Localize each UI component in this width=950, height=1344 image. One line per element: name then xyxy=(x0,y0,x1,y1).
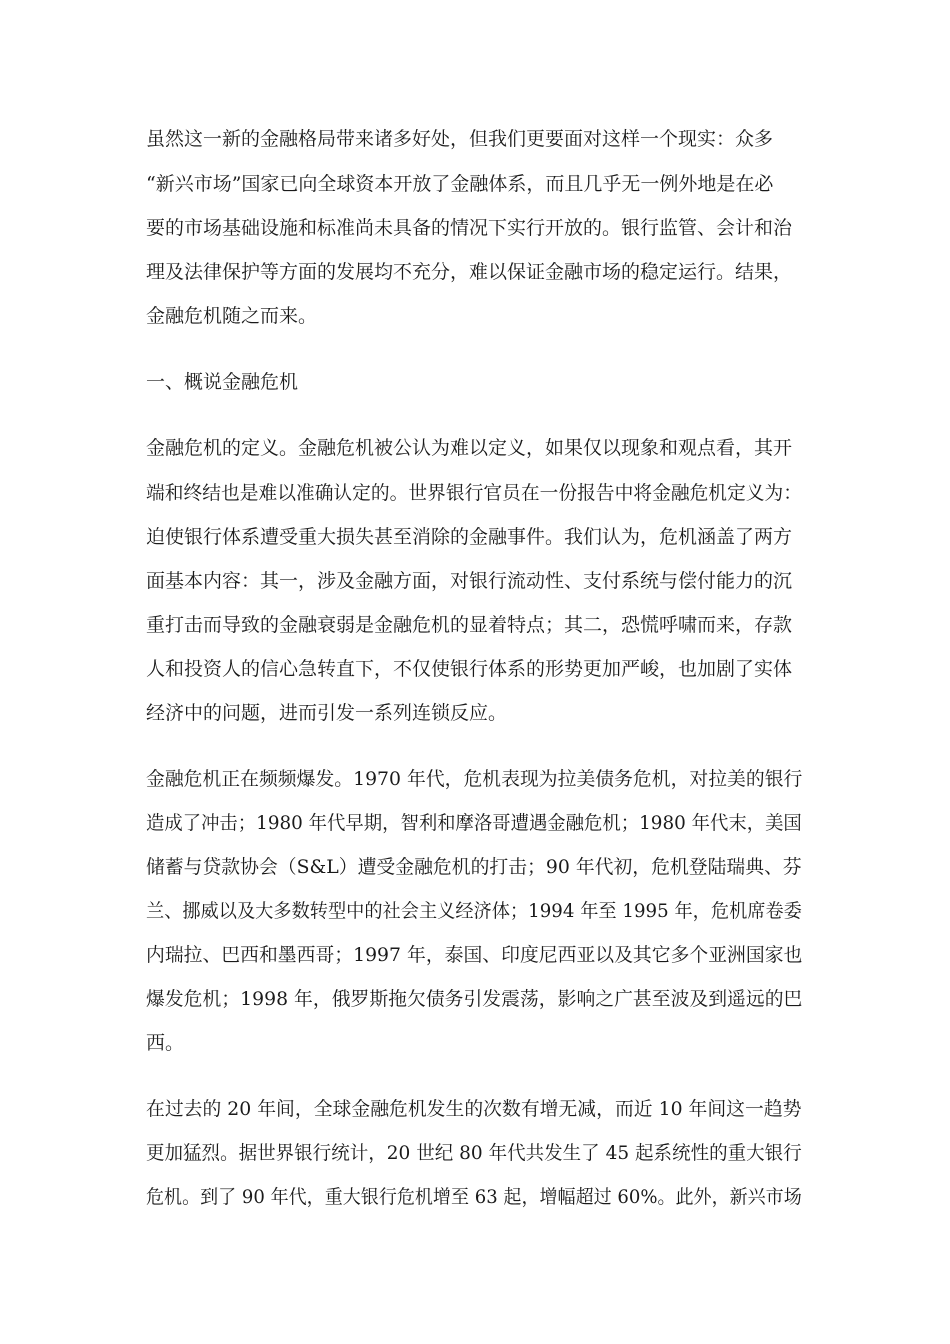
paragraph-definition-line: 金融危机的定义。金融危机被公认为难以定义，如果仅以现象和观点看，其开 xyxy=(146,437,793,459)
paragraph-frequency-line: 西。 xyxy=(146,1032,185,1054)
paragraph-definition-line: 经济中的问题，进而引发一系列连锁反应。 xyxy=(146,702,508,724)
paragraph-frequency-line: 内瑞拉、巴西和墨西哥；1997 年，泰国、印度尼西亚以及其它多个亚洲国家也 xyxy=(146,944,803,966)
paragraph-definition-line: 迫使银行体系遭受重大损失甚至消除的金融事件。我们认为，危机涵盖了两方 xyxy=(146,526,793,548)
paragraph-definition-line: 重打击而导致的金融衰弱是金融危机的显着特点；其二，恐慌呼啸而来，存款 xyxy=(146,614,793,636)
paragraph-intro-line: “新兴市场”国家已向全球资本开放了金融体系，而且几乎无一例外地是在必 xyxy=(146,173,774,195)
paragraph-frequency-line: 兰、挪威以及大多数转型中的社会主义经济体；1994 年至 1995 年，危机席卷委 xyxy=(146,900,802,922)
paragraph-statistics-line: 在过去的 20 年间，全球金融危机发生的次数有增无减，而近 10 年间这一趋势 xyxy=(146,1098,802,1120)
paragraph-definition-line: 面基本内容：其一，涉及金融方面，对银行流动性、支付系统与偿付能力的沉 xyxy=(146,570,793,592)
paragraph-frequency-line: 造成了冲击；1980 年代早期，智利和摩洛哥遭遇金融危机；1980 年代末，美国 xyxy=(146,812,802,834)
paragraph-definition-line: 人和投资人的信心急转直下，不仅使银行体系的形势更加严峻，也加剧了实体 xyxy=(146,658,793,680)
section-heading: 一、概说金融危机 xyxy=(146,371,299,393)
paragraph-intro-line: 要的市场基础设施和标准尚未具备的情况下实行开放的。银行监管、会计和治 xyxy=(146,217,793,239)
paragraph-intro-line: 虽然这一新的金融格局带来诸多好处，但我们更要面对这样一个现实：众多 xyxy=(146,128,774,150)
paragraph-intro-line: 金融危机随之而来。 xyxy=(146,305,318,327)
paragraph-statistics-line: 更加猛烈。据世界银行统计，20 世纪 80 年代共发生了 45 起系统性的重大银行 xyxy=(146,1142,802,1164)
paragraph-definition-line: 端和终结也是难以准确认定的。世界银行官员在一份报告中将金融危机定义为： xyxy=(146,482,803,504)
paragraph-frequency-line: 储蓄与贷款协会（S&L）遭受金融危机的打击；90 年代初，危机登陆瑞典、芬 xyxy=(146,856,802,878)
paragraph-frequency-line: 金融危机正在频频爆发。1970 年代，危机表现为拉美债务危机，对拉美的银行 xyxy=(146,768,803,790)
paragraph-statistics-line: 危机。到了 90 年代，重大银行危机增至 63 起，增幅超过 60%。此外，新兴市场 xyxy=(146,1186,802,1208)
paragraph-intro-line: 理及法律保护等方面的发展均不充分，难以保证金融市场的稳定运行。结果， xyxy=(146,261,793,283)
paragraph-frequency-line: 爆发危机；1998 年，俄罗斯拖欠债务引发震荡，影响之广甚至波及到遥远的巴 xyxy=(146,988,803,1010)
